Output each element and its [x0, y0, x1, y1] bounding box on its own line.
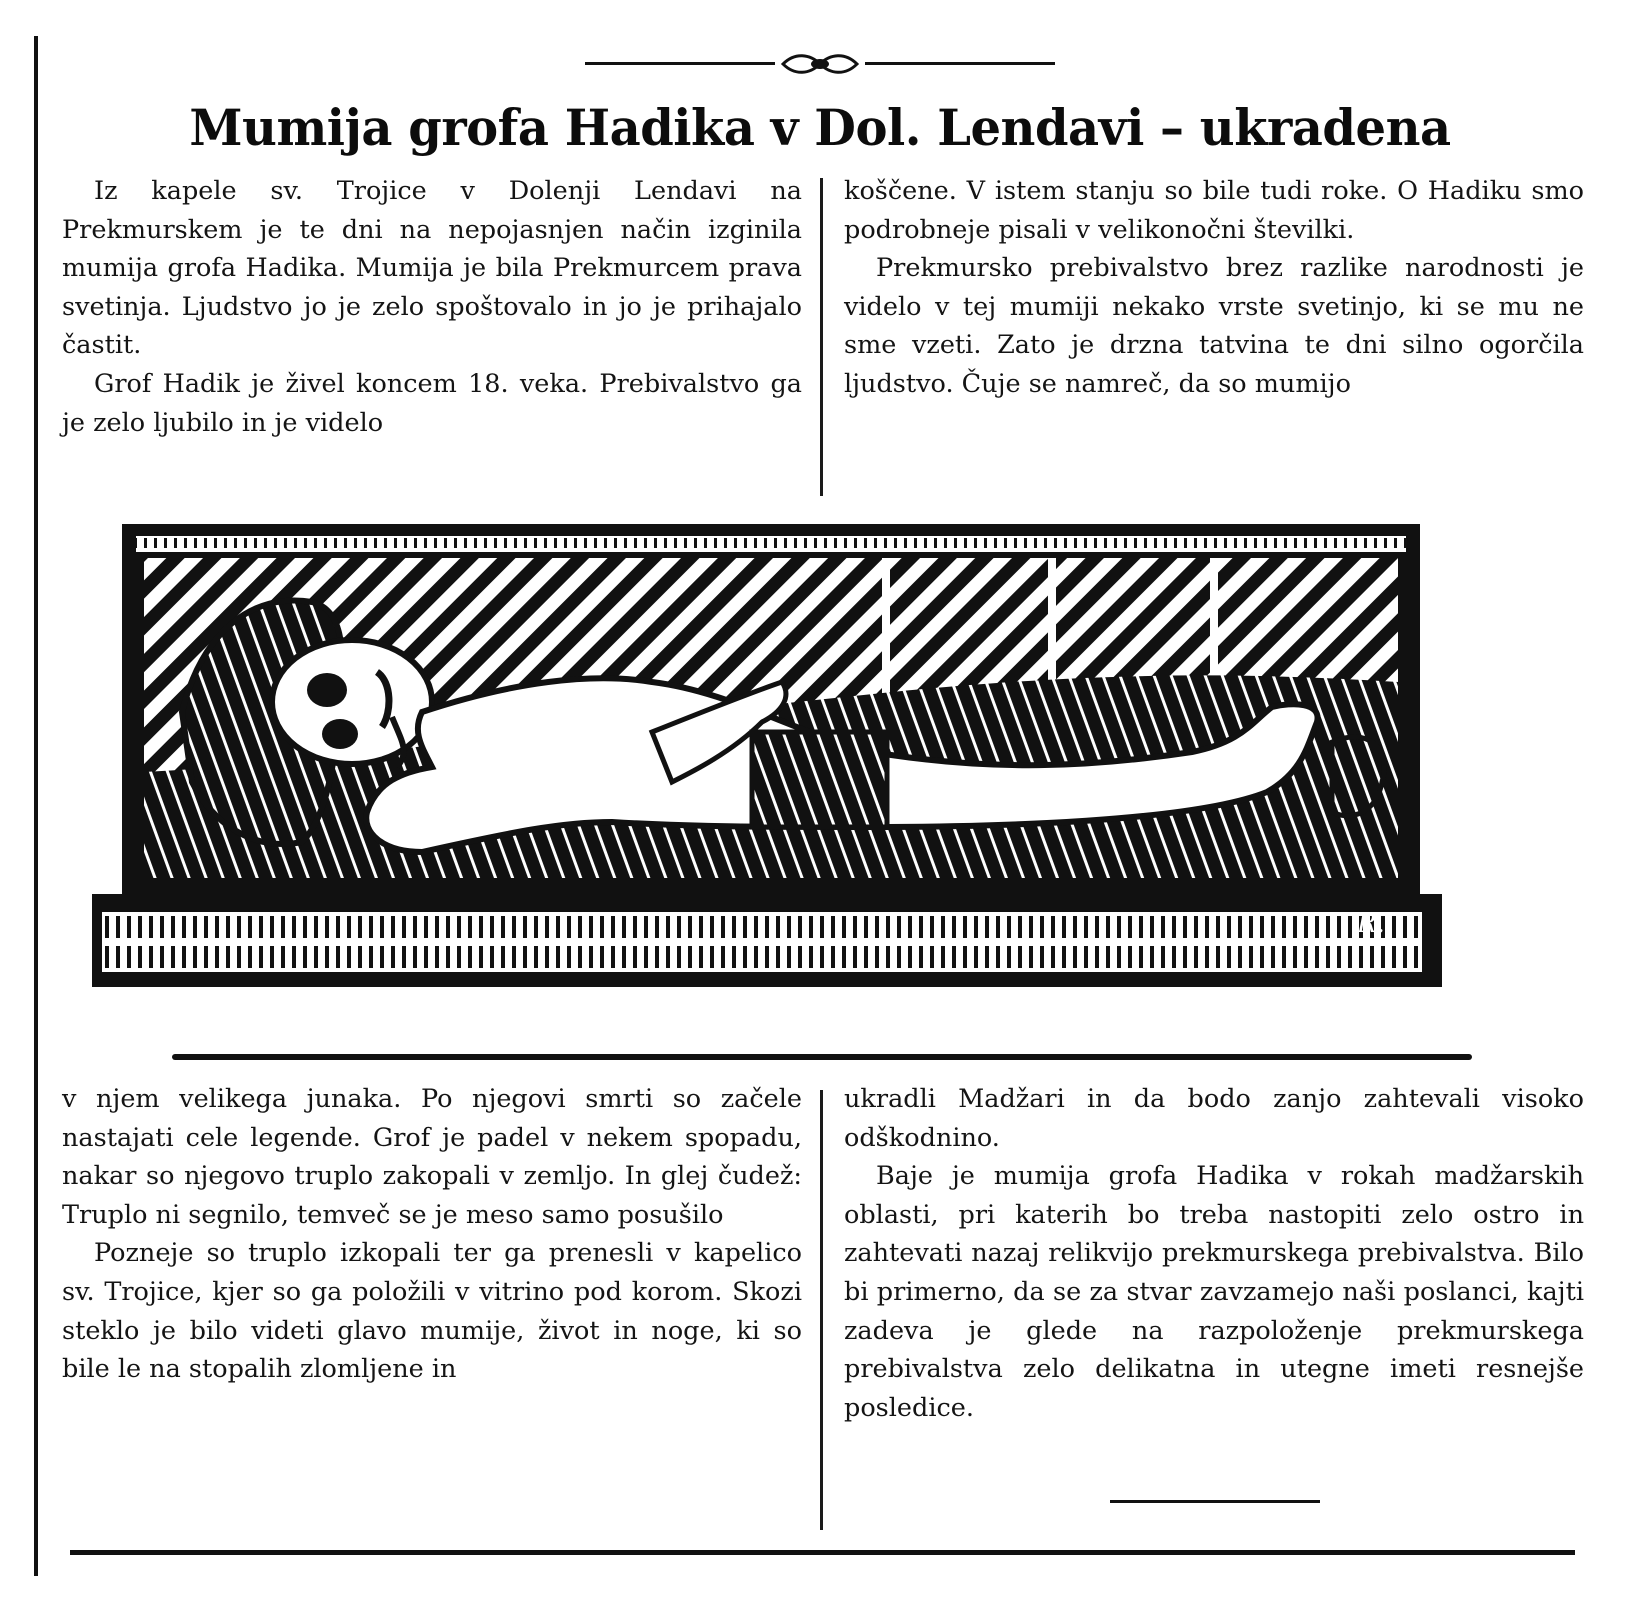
column-divider-top [820, 178, 823, 496]
paragraph: Iz kapele sv. Trojice v Dolenji Lendavi na Prekmurskem je te dni na nepojasnjen način izginila mumija grofa Hadika. Mumija je bila Prekmurcem prava svetinja. Ljudstvo jo je zelo spoštovalo in jo je prihajalo častit. [62, 176, 802, 361]
paragraph: Grof Hadik je živel koncem 18. veka. Prebivalstvo ga je zelo ljubilo in je videlo [62, 368, 802, 438]
bottom-border-rule [70, 1550, 1575, 1555]
paragraph: v njem velikega junaka. Po njegovi smrti so začele nastajati cele legende. Grof je padel v nekem spopadu, nakar so njegovo truplo zakopali v zemljo. In glej čudež: Truplo ni segnilo, temveč se je meso samo posušilo [62, 1084, 802, 1230]
article-end-rule [1110, 1500, 1320, 1503]
left-border-rule [34, 36, 38, 1576]
paragraph: koščene. V istem stanju so bile tudi roke. O Hadiku smo podrobneje pisali v velikonočni številki. [844, 176, 1584, 245]
article-column-3 [62, 1080, 802, 1389]
paragraph: Baje je mumija grofa Hadika v rokah madžarskih oblasti, pri katerih bo treba nastopiti zelo ostro in zahtevati nazaj relikvijo prekmurskega prebivalstva. Bilo bi primerno, da se za stvar zavzamejo naši poslanci, kajti zadeva je glede na razpoloženje prekmurskega prebivalstva zelo delikatna in utegne imeti resnejše posledice. [844, 1161, 1584, 1423]
paragraph: Prekmursko prebivalstvo brez razlike narodnosti je videlo v tej mumiji nekako vrste svetinjo, ki se mu ne sme vzeti. Zato je drzna tatvina te dni silno ogorčila ljudstvo. Čuje se namreč, da so mumijo [844, 253, 1584, 399]
column-divider-bottom [820, 1090, 823, 1530]
illustration-signature: R. [1357, 909, 1385, 939]
paragraph: ukradli Madžari in da bodo zanjo zahtevali visoko odškodnino. [844, 1084, 1584, 1153]
article-column-4 [844, 1080, 1584, 1427]
headline: Mumija grofa Hadika v Dol. Lendavi – ukradena [189, 98, 1451, 157]
paragraph: Pozneje so truplo izkopali ter ga prenesli v kapelico sv. Trojice, kjer so ga položili v vitrino pod korom. Skozi steklo je bilo videti glavo mumije, život in noge, ki so bile le na stopalih zlomljene in [62, 1238, 802, 1385]
skull [272, 640, 432, 764]
article-column-2 [844, 172, 1584, 404]
mummy-illustration [92, 522, 1532, 1044]
illustration-underline [172, 1054, 1472, 1060]
loin-cloth [752, 732, 887, 827]
ornament-divider [585, 52, 1055, 76]
article-column-1 [62, 172, 802, 442]
